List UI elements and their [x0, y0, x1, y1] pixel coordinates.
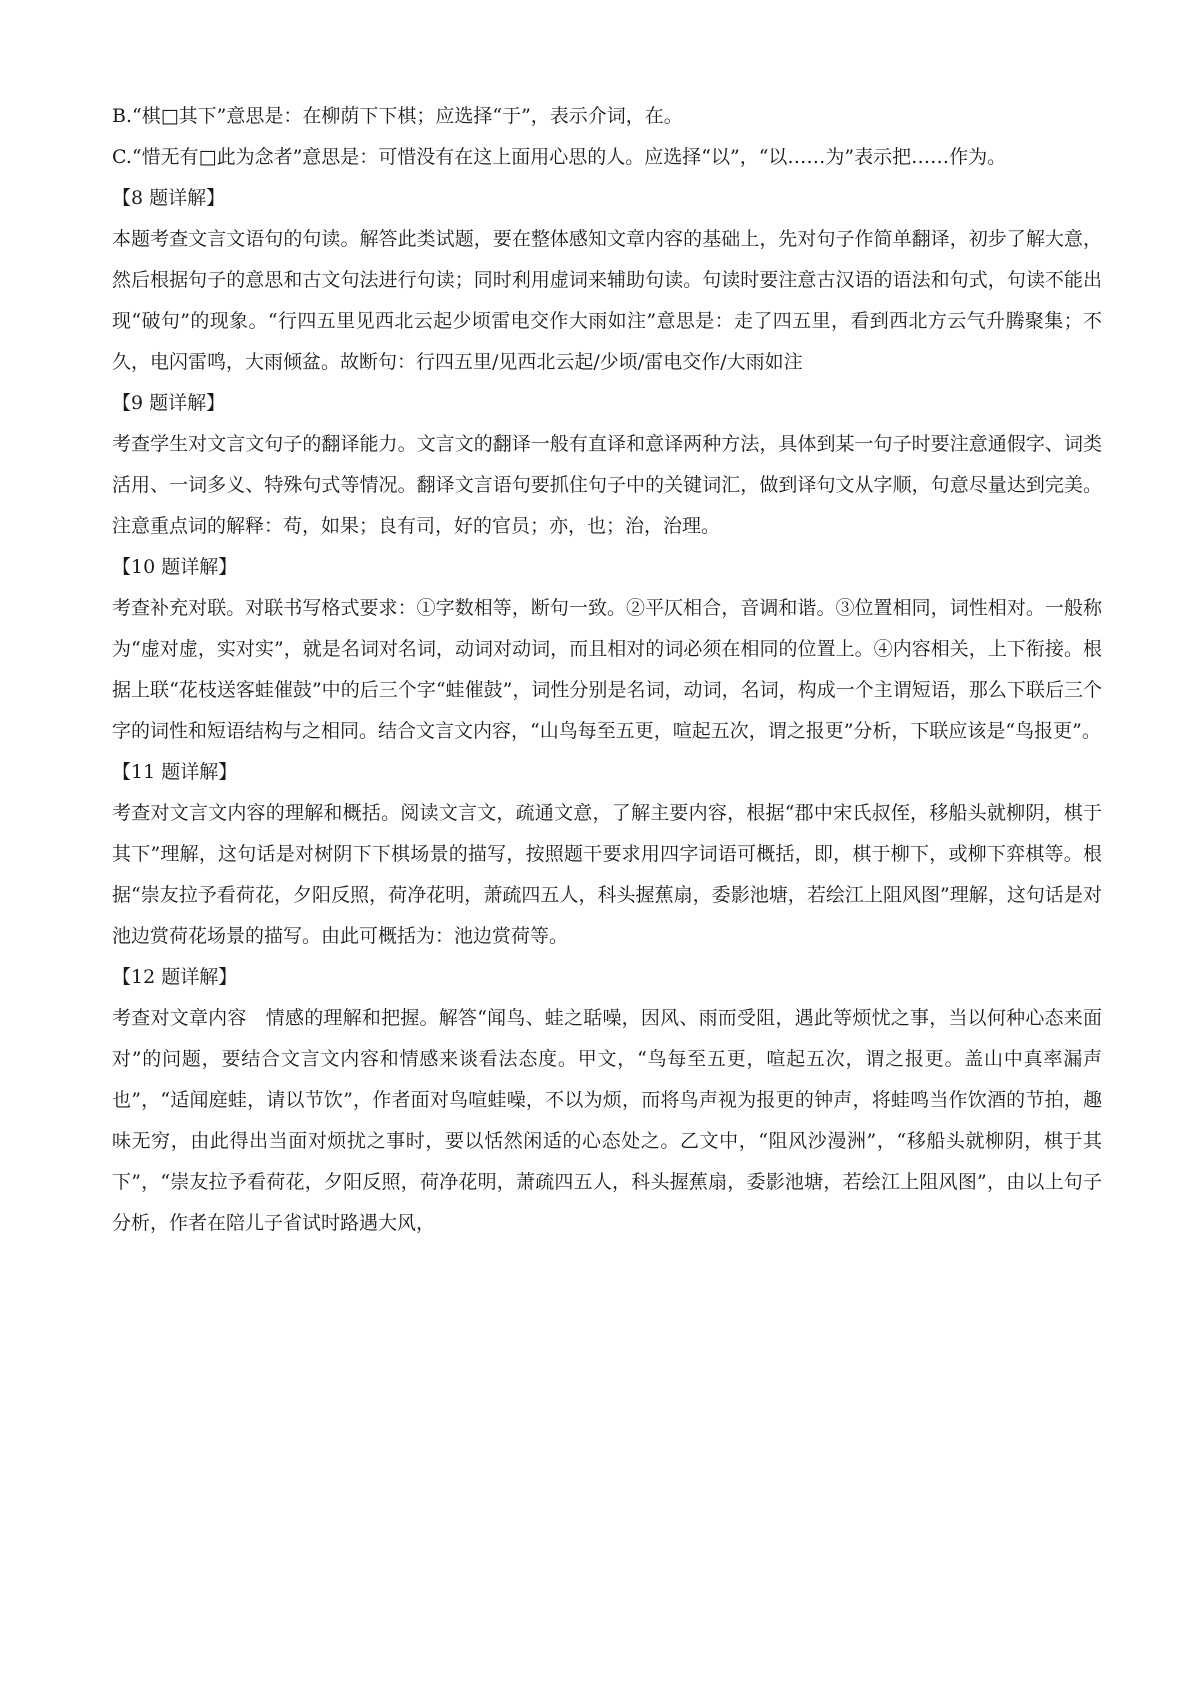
- q9-explanation: 考查学生对文言文句子的翻译能力。文言文的翻译一般有直译和意译两种方法，具体到某一句子时要注意通假字、词类活用、一词多义、特殊句式等情况。翻译文言语句要抓住句子中的关键词汇，做到译句文从字顺，句意尽量达到完美。注意重点词的解释：苟，如果；良有司，好的官员；亦，也；治，治理。: [112, 433, 1102, 537]
- q8-explanation: 本题考查文言文语句的句读。解答此类试题，要在整体感知文章内容的基础上，先对句子作简单翻译，初步了解大意，然后根据句子的意思和古文句法进行句读；同时利用虚词来辅助句读。句读时要注意古汉语的语法和句式，句读不能出现“破句”的现象。“行四五里见西北云起少顷雷电交作大雨如注”意思是：走了四五里，看到西北方云气升腾聚集；不久，电闪雷鸣，大雨倾盆。故断句：行四五里/见西北云起/少顷/雷电交作/大雨如注: [112, 228, 1102, 373]
- document-page: [112, 96, 1102, 1244]
- q10-heading: 【10 题详解】: [112, 556, 238, 578]
- q11-heading: 【11 题详解】: [112, 761, 238, 783]
- q12-heading: 【12 题详解】: [112, 966, 238, 988]
- q9-heading: 【9 题详解】: [112, 392, 226, 414]
- option-b-explanation: B.“棋□其下”意思是：在柳荫下下棋；应选择“于”，表示介词，在。: [112, 105, 683, 127]
- q8-heading: 【8 题详解】: [112, 187, 226, 209]
- option-c-explanation: C.“惜无有□此为念者”意思是：可惜没有在这上面用心思的人。应选择“以”，“以……为”表示把……作为。: [112, 146, 1007, 168]
- q12-explanation: 考查对文章内容 情感的理解和把握。解答“闻鸟、蛙之聒噪，因风、雨而受阻，遇此等烦忧之事，当以何种心态来面对”的问题，要结合文言文内容和情感来谈看法态度。甲文，“鸟每至五更，喧起五次，谓之报更。盖山中真率漏声也”，“适闻庭蛙，请以节饮”，作者面对鸟喧蛙噪，不以为烦，而将鸟声视为报更的钟声，将蛙鸣当作饮酒的节拍，趣味无穷，由此得出当面对烦扰之事时，要以恬然闲适的心态处之。乙文中，“阻风沙漫洲”，“移船头就柳阴，棋于其下”，“崇友拉予看荷花，夕阳反照，荷净花明，萧疏四五人，科头握蕉扇，委影池塘，若绘江上阻风图”，由以上句子分析，作者在陪儿子省试时路遇大风，: [112, 1007, 1102, 1234]
- q10-explanation: 考查补充对联。对联书写格式要求：①字数相等，断句一致。②平仄相合，音调和谐。③位置相同，词性相对。一般称为“虚对虚，实对实”，就是名词对名词，动词对动词，而且相对的词必须在相同的位置上。④内容相关，上下衔接。根据上联“花枝送客蛙催鼓”中的后三个字“蛙催鼓”，词性分别是名词，动词，名词，构成一个主谓短语，那么下联后三个字的词性和短语结构与之相同。结合文言文内容，“山鸟每至五更，喧起五次，谓之报更”分析，下联应该是“鸟报更”。: [112, 597, 1102, 742]
- q11-explanation: 考查对文言文内容的理解和概括。阅读文言文，疏通文意，了解主要内容，根据“郡中宋氏叔侄，移船头就柳阴，棋于其下”理解，这句话是对树阴下下棋场景的描写，按照题干要求用四字词语可概括，即，棋于柳下，或柳下弈棋等。根据“崇友拉予看荷花，夕阳反照，荷净花明，萧疏四五人，科头握蕉扇，委影池塘，若绘江上阻风图”理解，这句话是对池边赏荷花场景的描写。由此可概括为：池边赏荷等。: [112, 802, 1102, 947]
